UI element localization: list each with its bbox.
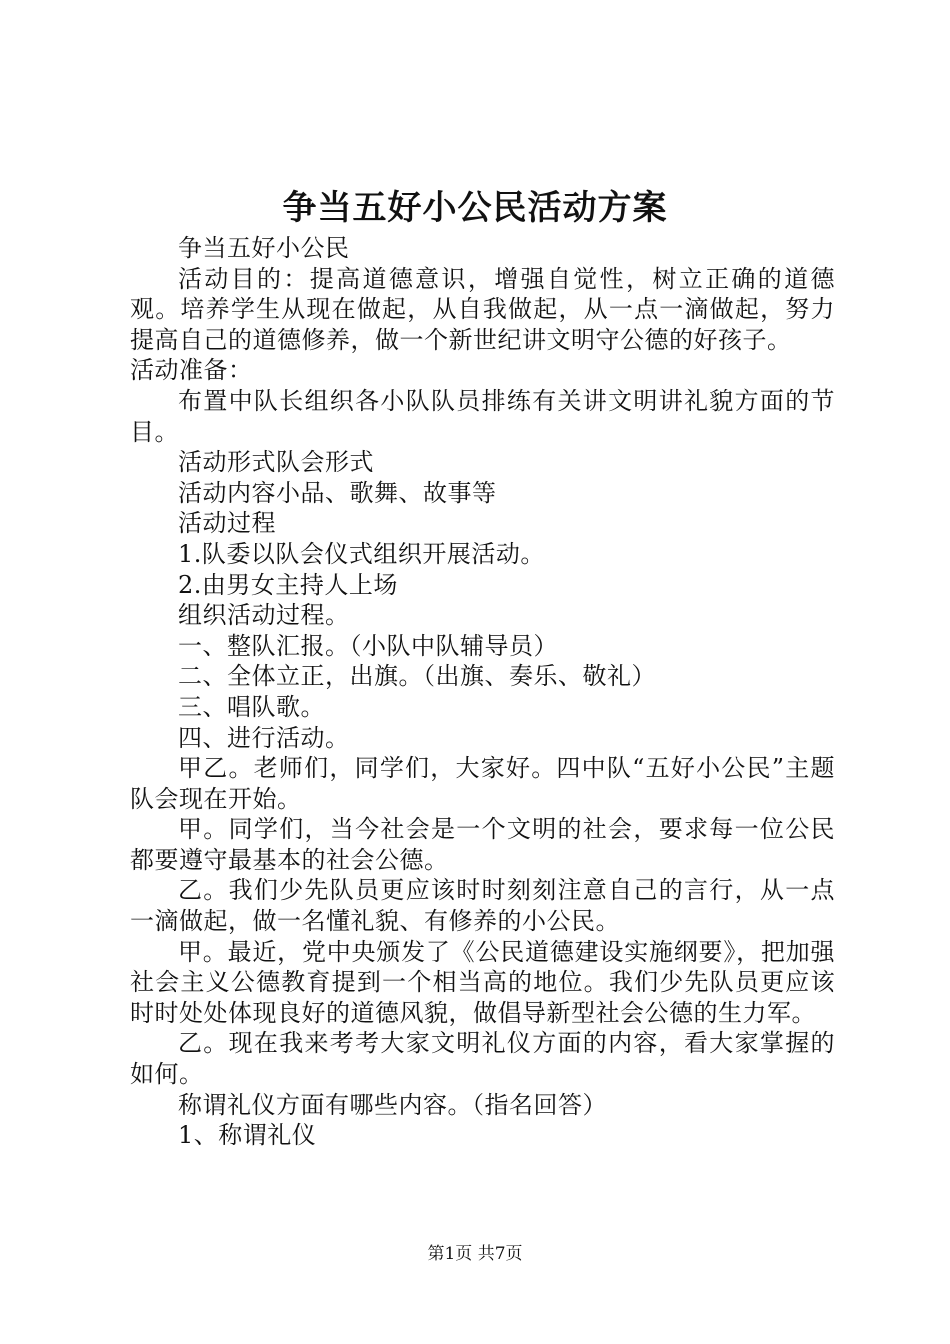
paragraph-item-3: 三、唱队歌。	[178, 692, 325, 721]
paragraph-step-2: 2.由男女主持人上场	[178, 570, 398, 599]
document-body	[130, 233, 835, 1151]
paragraph-dialogue-2: 甲。同学们，当今社会是一个文明的社会，要求每一位公民都要遵守最基本的社会公德。	[130, 815, 835, 874]
paragraph-question: 称谓礼仪方面有哪些内容。（指名回答）	[178, 1090, 607, 1119]
paragraph-purpose: 活动目的：提高道德意识，增强自觉性，树立正确的道德观。培养学生从现在做起，从自我做起，从一点一滴做起，努力提高自己的道德修养，做一个新世纪讲文明守公德的好孩子。	[130, 264, 835, 354]
document-title: 争当五好小公民活动方案	[282, 188, 668, 228]
paragraph-dialogue-1: 甲乙。老师们，同学们，大家好。四中队“五好小公民”主题队会现在开始。	[130, 754, 835, 813]
paragraph-dialogue-3: 乙。我们少先队员更应该时时刻刻注意自己的言行，从一点一滴做起，做一名懂礼貌、有修养的小公民。	[130, 876, 835, 936]
paragraph-item-1: 一、整队汇报。（小队中队辅导员）	[178, 631, 558, 660]
paragraph-list-1: 1、称谓礼仪	[178, 1121, 317, 1150]
paragraph-dialogue-5: 乙。现在我来考考大家文明礼仪方面的内容，看大家掌握的如何。	[130, 1029, 835, 1089]
paragraph-preparation-heading: 活动准备：	[130, 356, 253, 385]
page-number-footer: 第1页 共7页	[427, 1244, 523, 1264]
paragraph-step-1: 1.队委以队会仪式组织开展活动。	[178, 539, 545, 568]
paragraph-process-heading: 活动过程	[178, 509, 276, 538]
paragraph-item-4: 四、进行活动。	[178, 723, 350, 752]
paragraph-content: 活动内容小品、歌舞、故事等	[178, 478, 497, 507]
paragraph-form: 活动形式队会形式	[178, 448, 374, 477]
paragraph-item-2: 二、全体立正，出旗。（出旗、奏乐、敬礼）	[178, 662, 656, 691]
paragraph-preparation: 布置中队长组织各小队队员排练有关讲文明讲礼貌方面的节目。	[130, 386, 835, 446]
paragraph-dialogue-4: 甲。最近，党中央颁发了《公民道德建设实施纲要》，把加强社会主义公德教育提到一个相当高的地位。我们少先队员更应该时时处处体现良好的道德风貌，做倡导新型社会公德的生力军。	[130, 937, 835, 1027]
paragraph-organize: 组织活动过程。	[178, 601, 350, 630]
paragraph-subtitle: 争当五好小公民	[178, 234, 350, 262]
